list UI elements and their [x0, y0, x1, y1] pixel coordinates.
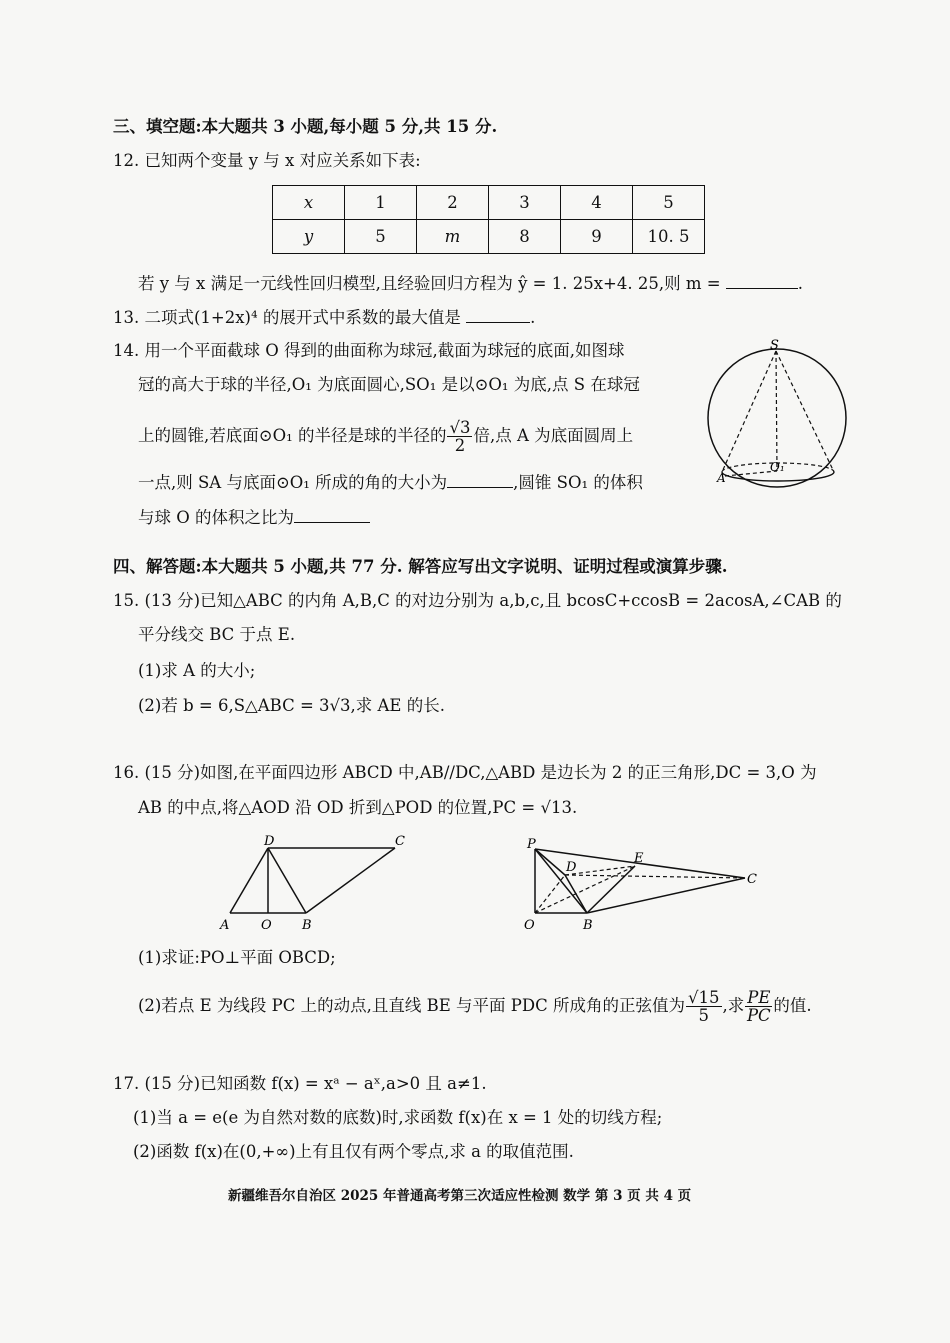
q14-line4b: ,圆锥 SO₁ 的体积: [513, 473, 643, 492]
fraction-numerator: √3: [449, 418, 471, 437]
fraction: [745, 989, 772, 1024]
q16-part2c: 的值.: [773, 996, 812, 1015]
q14-line5: [138, 506, 370, 529]
q14-line1: 14. 用一个平面截球 O 得到的曲面称为球冠,截面为球冠的底面,如图球: [113, 341, 625, 360]
table-cell: 3: [489, 186, 561, 220]
q13: 13. 二项式(1+2x)⁴ 的展开式中系数的最大值是 .: [113, 308, 536, 327]
table-cell: 5: [345, 220, 417, 254]
label-o: O: [524, 918, 535, 933]
q12-table: [272, 185, 705, 254]
table-cell: y: [273, 220, 345, 254]
fraction-denominator: 2: [454, 436, 466, 455]
cone-axis: [776, 351, 777, 471]
q17-part1: (1)当 a = e(e 为自然对数的底数)时,求函数 f(x)在 x = 1 处的切线方程;: [133, 1108, 663, 1127]
label-o: O: [261, 918, 272, 933]
q14-line4-text: 一点,则 SA 与底面⊙O₁ 所成的角的大小为: [138, 473, 448, 492]
q14-line4: [138, 471, 643, 494]
fraction: [447, 419, 472, 454]
q16-line1: 16. (15 分)如图,在平面四边形 ABCD 中,AB//DC,△ABD 是边长为 2 的正三角形,DC = 3,O 为: [113, 763, 817, 782]
label-c: C: [395, 835, 405, 849]
q14-line5-text: 与球 O 的体积之比为: [138, 508, 295, 527]
q12-line2-text: 若 y 与 x 满足一元线性回归模型,且经验回归方程为 ŷ = 1. 25x+4. 25,则 m =: [138, 274, 721, 293]
q16-line2: AB 的中点,将△AOD 沿 OD 折到△POD 的位置,PC = √13.: [138, 798, 578, 817]
q15-line1: 15. (13 分)已知△ABC 的内角 A,B,C 的对边分别为 a,b,c,且 bcosC+ccosB = 2acosA,∠CAB 的: [113, 591, 842, 610]
label-d: D: [566, 860, 577, 875]
table-row-y: [273, 220, 705, 254]
q14-line2: 冠的高大于球的半径,O₁ 为底面圆心,SO₁ 是以⊙O₁ 为底,点 S 在球冠: [138, 375, 640, 394]
q17-part2: (2)函数 f(x)在(0,+∞)上有且仅有两个零点,求 a 的取值范围.: [133, 1142, 574, 1161]
table-cell: m: [417, 220, 489, 254]
edge-bc: [306, 848, 395, 913]
fraction: [686, 989, 722, 1024]
q16-part2: [138, 985, 812, 1027]
label-b: B: [302, 918, 312, 933]
edge-dc: [565, 875, 745, 878]
fraction-denominator: PC: [746, 1006, 771, 1025]
label-e: E: [634, 851, 644, 866]
fraction-numerator: √15: [687, 988, 720, 1007]
edge-db: [268, 848, 306, 913]
section3-heading: 三、填空题:本大题共 3 小题,每小题 5 分,共 15 分.: [113, 117, 498, 136]
section4-heading: 四、解答题:本大题共 5 小题,共 77 分. 解答应写出文字说明、证明过程或演算步骤.: [113, 557, 728, 576]
answer-blank: [294, 506, 370, 523]
label-a: A: [220, 918, 230, 933]
table-cell: 8: [489, 220, 561, 254]
label-s: S: [770, 338, 779, 353]
label-c: C: [747, 872, 757, 887]
label-o1: O₁: [770, 460, 785, 474]
q16-figure-planar: [210, 835, 420, 935]
table-cell: 1: [345, 186, 417, 220]
table-row-x: [273, 186, 705, 220]
answer-blank: [447, 471, 513, 488]
q16-part1: (1)求证:PO⊥平面 OBCD;: [138, 948, 336, 967]
q17-line1: 17. (15 分)已知函数 f(x) = xᵃ − aˣ,a>0 且 a≠1.: [113, 1074, 487, 1093]
table-cell: 5: [633, 186, 705, 220]
edge-bc: [587, 878, 745, 913]
edge-pb: [535, 849, 587, 913]
table-cell: 10. 5: [633, 220, 705, 254]
q16-figure-solid: [515, 835, 765, 935]
q14-sphere-figure: [700, 338, 860, 498]
q13-text: 13. 二项式(1+2x)⁴ 的展开式中系数的最大值是: [113, 308, 461, 327]
fraction-denominator: 5: [698, 1006, 709, 1025]
label-a: A: [717, 471, 726, 485]
edge-be: [587, 866, 635, 913]
q16-part2b: ,求: [722, 996, 745, 1015]
q15-line2: 平分线交 BC 于点 E.: [138, 625, 296, 644]
q14-line3: [138, 416, 633, 456]
answer-blank: [726, 272, 798, 289]
q14-line3b: 倍,点 A 为底面圆周上: [473, 426, 634, 445]
fraction-numerator: PE: [747, 988, 771, 1007]
label-p: P: [527, 837, 536, 852]
label-d: D: [264, 835, 275, 849]
label-b: B: [583, 918, 593, 933]
q16-part2a: (2)若点 E 为线段 PC 上的动点,且直线 BE 与平面 PDC 所成角的正弦值为: [138, 996, 685, 1015]
cone-edge-left: [722, 351, 776, 472]
table-cell: 2: [417, 186, 489, 220]
q14-line3a: 上的圆锥,若底面⊙O₁ 的半径是球的半径的: [138, 426, 447, 445]
answer-blank: [466, 306, 530, 323]
edge-ad: [230, 848, 268, 913]
q12-line2: 若 y 与 x 满足一元线性回归模型,且经验回归方程为 ŷ = 1. 25x+4. 25,则 m = .: [138, 274, 804, 293]
table-cell: 9: [561, 220, 633, 254]
page-footer: 新疆维吾尔自治区 2025 年普通高考第三次适应性检测 数学 第 3 页 共 4 页: [228, 1188, 692, 1204]
q12-stem: 12. 已知两个变量 y 与 x 对应关系如下表:: [113, 151, 421, 170]
table-cell: x: [273, 186, 345, 220]
q15-part2: (2)若 b = 6,S△ABC = 3√3,求 AE 的长.: [138, 696, 445, 715]
table-cell: 4: [561, 186, 633, 220]
q15-part1: (1)求 A 的大小;: [138, 661, 256, 680]
